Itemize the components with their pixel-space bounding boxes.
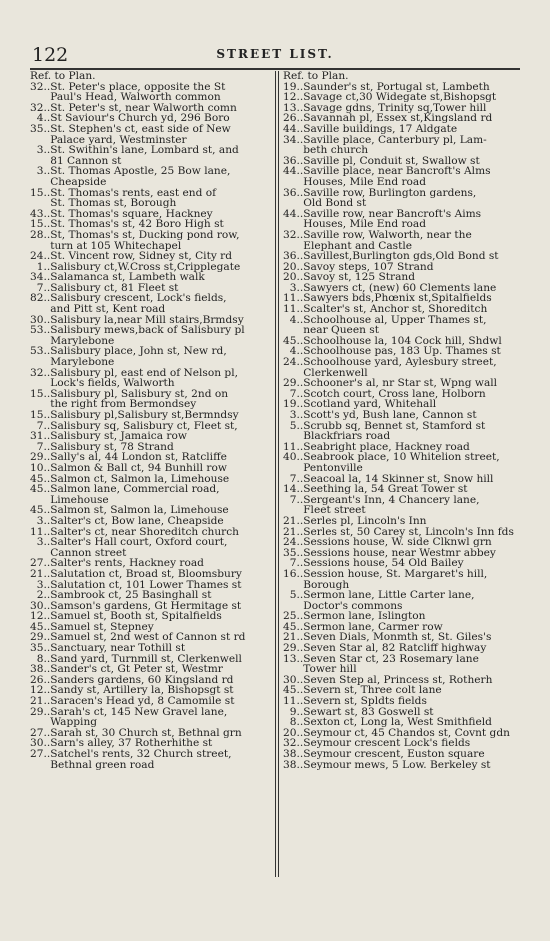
street-entry: 45..Severn st, Three colt lane bbox=[283, 685, 442, 697]
street-entry: 30..Seven Step al, Princess st, Rotherh bbox=[283, 674, 493, 686]
street-entry: Houses, Mile End road bbox=[283, 176, 427, 188]
street-entry: turn at 105 Whitechapel bbox=[30, 240, 182, 252]
street-entry: 45..Salmon st, Salmon la, Limehouse bbox=[30, 505, 229, 516]
street-entry: Elephant and Castle bbox=[283, 240, 413, 252]
street-entry: 11..Scalter's st, Anchor st, Shoreditch bbox=[283, 304, 488, 315]
street-entry: 29..Schooner's al, nr Star st, Wpng wall bbox=[283, 378, 498, 389]
street-entry: 34..Saville place, Canterbury pl, Lam- bbox=[283, 134, 487, 146]
street-entry: Wapping bbox=[30, 717, 98, 728]
street-entry: 34..Salamanca st, Lambeth walk bbox=[30, 272, 205, 283]
street-entry: Clerkenwell bbox=[283, 367, 368, 379]
street-entry: 12..Sandy st, Artillery la, Bishopsgt st bbox=[30, 685, 234, 697]
street-entry: Marylebone bbox=[30, 357, 115, 368]
street-entry: 20..Seymour ct, 45 Chandos st, Covnt gdn bbox=[283, 727, 510, 739]
street-entry: 1..Salisbury ct,W.Cross st,Cripplegate bbox=[30, 261, 241, 273]
street-entry: 44..Saville row, near Bancroft's Aims bbox=[283, 208, 482, 220]
street-entry: 3..Salter's ct, Bow lane, Cheapside bbox=[30, 515, 224, 527]
street-entry: Borough bbox=[283, 579, 350, 591]
street-entry: 10..Salmon & Ball ct, 94 Bunhill row bbox=[30, 462, 227, 474]
street-entry: Cheapside bbox=[30, 176, 107, 188]
street-entry: Palace yard, Westminster bbox=[30, 134, 187, 146]
street-entry: 36..Savillest,Burlington gds,Old Bond st bbox=[283, 251, 499, 262]
street-entry: 38..Seymour crescent, Euston square bbox=[283, 749, 485, 760]
street-entry: 5..Sermon lane, Little Carter lane, bbox=[283, 590, 475, 601]
street-entry: 15..St. Thomas's st, 42 Boro High st bbox=[30, 219, 224, 230]
street-entry: 44..Saville buildings, 17 Aldgate bbox=[283, 123, 458, 135]
street-entry: Houses, Mile End road bbox=[283, 219, 427, 230]
street-entry: 44..Saville place, near Bancroft's Alms bbox=[283, 166, 491, 177]
column-divider bbox=[275, 71, 276, 877]
column-divider bbox=[278, 71, 279, 877]
street-entry: Cannon street bbox=[30, 547, 127, 559]
street-entry: Marylebone bbox=[30, 335, 115, 347]
ref-plan-heading: Ref. to Plan. bbox=[30, 71, 96, 82]
right-column bbox=[283, 71, 520, 770]
street-entry: 12..Samuel st, Booth st, Spitalfields bbox=[30, 611, 222, 622]
street-entry: 12..Savage ct,30 Widegate st,Bishopsgt bbox=[283, 92, 497, 103]
street-entry: 11..Sawyers bds,Phœnix st,Spitalfields bbox=[283, 293, 492, 305]
street-entry: Lock's fields, Walworth bbox=[30, 378, 175, 389]
street-entry: 8..Sexton ct, Long la, West Smithfield bbox=[283, 717, 492, 728]
street-entry: 45..Salmon ct, Salmon la, Limehouse bbox=[30, 473, 230, 485]
street-entry: 7..Seacoal la, 14 Skinner st, Snow hill bbox=[283, 473, 494, 485]
street-entry: 13..Seven Star ct, 23 Rosemary lane bbox=[283, 653, 479, 665]
street-entry: 11..Seabright place, Hackney road bbox=[283, 441, 470, 453]
street-entry: 43..St. Thomas's square, Hackney bbox=[30, 208, 213, 220]
street-entry: 7..Sessions house, 54 Old Bailey bbox=[283, 558, 464, 569]
street-entry: 45..Salmon lane, Commercial road, bbox=[30, 484, 220, 495]
street-entry: 32..Seymour crescent Lock's fields bbox=[283, 738, 471, 749]
street-entry: 7..Salisbury ct, 81 Fleet st bbox=[30, 282, 179, 294]
street-entry: 11..Severn st, Spldts fields bbox=[283, 696, 427, 707]
street-entry: 36..Saville pl, Conduit st, Swallow st bbox=[283, 155, 480, 167]
street-entry: 11..Salter's ct, near Shoreditch church bbox=[30, 526, 239, 538]
street-entry: 3..St. Thomas Apostle, 25 Bow lane, bbox=[30, 166, 231, 177]
street-entry: 3..Salter's Hall court, Oxford court, bbox=[30, 537, 228, 548]
street-entry: Old Bond st bbox=[283, 198, 367, 209]
street-entry: 45..Schoolhouse la, 104 Cock hill, Shdwl bbox=[283, 335, 502, 347]
street-entry: near Queen st bbox=[283, 325, 379, 336]
street-entry: 15..Salisbury pl, Salisbury st, 2nd on bbox=[30, 388, 229, 400]
street-entry: 26..Sanders gardens, 60 Kingsland rd bbox=[30, 674, 234, 686]
street-entry: 21..Salutation ct, Broad st, Bloomsbury bbox=[30, 568, 242, 580]
street-entry: 5..Scrubb sq, Bennet st, Stamford st bbox=[283, 420, 486, 432]
header-rule bbox=[30, 68, 520, 70]
street-entry: 38..Seymour mews, 5 Low. Berkeley st bbox=[283, 759, 491, 771]
street-entry: 28..St, Thomas's st, Ducking pond row, bbox=[30, 229, 240, 241]
street-entry: 29..Sally's al, 44 London st, Ratcliffe bbox=[30, 452, 227, 463]
street-entry: 20..Savoy steps, 107 Strand bbox=[283, 261, 434, 273]
street-entry: Bethnal green road bbox=[30, 759, 155, 771]
street-entry: 29..Sarah's ct, 145 New Gravel lane, bbox=[30, 706, 228, 718]
street-entry: 32..Saville row, Walworth, near the bbox=[283, 229, 472, 241]
street-entry: 7..Salisbury st, 78 Strand bbox=[30, 441, 174, 453]
street-entry: Fleet street bbox=[283, 505, 366, 516]
street-entry: 15..St. Thomas's rents, east end of bbox=[30, 187, 217, 199]
street-entry: St. Thomas st, Borough bbox=[30, 198, 177, 209]
street-entry: 20..Savoy st, 125 Strand bbox=[283, 272, 416, 283]
street-entry: 15..Salisbury pl,Salisbury st,Bermndsy bbox=[30, 410, 239, 421]
street-entry: 81 Cannon st bbox=[30, 155, 122, 167]
street-entry: 82..Salisbury crescent, Lock's fields, bbox=[30, 293, 227, 305]
street-entry: 29..Samuel st, 2nd west of Cannon st rd bbox=[30, 632, 246, 644]
page-title: STREET LIST. bbox=[216, 47, 334, 61]
street-entry: 9..Sewart st, 83 Goswell st bbox=[283, 706, 434, 718]
street-entry: 30..Sarn's alley, 37 Rotherhithe st bbox=[30, 738, 213, 749]
street-entry: 31..Salisbury st, Jamaica row bbox=[30, 431, 187, 442]
street-entry: 24..Sessions house, W. side Clknwl grn bbox=[283, 537, 492, 548]
street-entry: the right from Bermondsey bbox=[30, 399, 197, 410]
street-entry: Paul's Head, Walworth common bbox=[30, 92, 221, 103]
street-entry: 3..Sawyers ct, (new) 60 Clements lane bbox=[283, 282, 497, 294]
street-entry: 30..Samson's gardens, Gt Hermitage st bbox=[30, 600, 242, 612]
street-entry: Tower hill bbox=[283, 664, 357, 675]
street-entry: 3..St. Swithin's lane, Lombard st, and bbox=[30, 145, 239, 156]
street-entry: 32..Salisbury pl, east end of Nelson pl, bbox=[30, 367, 238, 379]
street-entry: 29..Seven Star al, 82 Ratcliff highway bbox=[283, 643, 487, 654]
street-entry: 4..Schoolhouse al, Upper Thames st, bbox=[283, 314, 487, 326]
ref-plan-heading: Ref. to Plan. bbox=[283, 71, 349, 82]
street-entry: 32..St. Peter's place, opposite the St bbox=[30, 81, 226, 93]
street-entry: 7..Scotch court, Cross lane, Holborn bbox=[283, 388, 486, 400]
street-entry: 8..Sand yard, Turnmill st, Clerkenwell bbox=[30, 653, 242, 665]
street-entry: 19..Scotland yard, Whitehall bbox=[283, 399, 437, 410]
street-entry: 16..Session house, St. Margaret's hill, bbox=[283, 568, 488, 580]
street-entry: 45..Samuel st, Stepney bbox=[30, 621, 154, 633]
street-entry: 21..Saracen's Head yd, 8 Camomile st bbox=[30, 696, 235, 707]
street-entry: 3..Scott's yd, Bush lane, Cannon st bbox=[283, 410, 477, 421]
street-entry: 21..Serles st, 50 Carey st, Lincoln's Inn fds bbox=[283, 526, 514, 538]
street-entry: 4..St Saviour's Church yd, 296 Boro bbox=[30, 113, 230, 124]
street-entry: Doctor's commons bbox=[283, 600, 403, 612]
street-entry: 35..Sanctuary, near Tothill st bbox=[30, 643, 186, 654]
street-entry: and Pitt st, Kent road bbox=[30, 304, 166, 315]
street-entry: 3..Salutation ct, 101 Lower Thames st bbox=[30, 579, 242, 591]
street-entry: 21..Seven Dials, Monmth st, St. Giles's bbox=[283, 632, 492, 644]
street-entry: 4..Schoolhouse pas, 183 Up. Thames st bbox=[283, 346, 501, 358]
street-entry: 7..Sergeant's Inn, 4 Chancery lane, bbox=[283, 494, 480, 506]
street-entry: 38..Sander's ct, Gt Peter st, Westmr bbox=[30, 664, 223, 675]
street-entry: 27..Sarah st, 30 Church st, Bethnal grn bbox=[30, 727, 242, 739]
street-entry: 26..Savannah pl, Essex st,Kingsland rd bbox=[283, 113, 493, 124]
street-entry: 53..Salisbury place, John st, New rd, bbox=[30, 346, 227, 358]
street-entry: 35..St. Stephen's ct, east side of New bbox=[30, 123, 231, 135]
page-number: 122 bbox=[32, 44, 69, 66]
street-entry: 35..Sessions house, near Westmr abbey bbox=[283, 547, 496, 559]
street-entry: 24..Schoolhouse yard, Aylesbury street, bbox=[283, 357, 497, 368]
street-entry: Limehouse bbox=[30, 494, 109, 506]
street-entry: 24..St. Vincent row, Sidney st, City rd bbox=[30, 251, 233, 262]
left-column bbox=[30, 71, 270, 770]
street-entry: 45..Sermon lane, Carmer row bbox=[283, 621, 443, 633]
street-entry: 25..Sermon lane, Islington bbox=[283, 611, 426, 622]
street-entry: 7..Salisbury sq, Salisbury ct, Fleet st, bbox=[30, 420, 238, 432]
street-entry: 19..Saunder's st, Portugal st, Lambeth bbox=[283, 81, 490, 93]
street-entry: 21..Serles pl, Lincoln's Inn bbox=[283, 515, 427, 527]
street-entry: 30..Salisbury la,near Mill stairs,Brmdsy bbox=[30, 314, 244, 326]
street-entry: 14..Seething la, 54 Great Tower st bbox=[283, 484, 468, 495]
street-entry: 13..Savage gdns, Trinity sq,Tower hill bbox=[283, 102, 487, 114]
street-entry: 2..Sambrook ct, 25 Basinghall st bbox=[30, 590, 212, 601]
street-entry: Pentonville bbox=[283, 462, 363, 474]
street-entry: Blackfriars road bbox=[283, 431, 391, 442]
street-entry: 36..Saville row, Burlington gardens, bbox=[283, 187, 477, 199]
street-entry: 32..St. Peter's st, near Walworth comn bbox=[30, 102, 237, 114]
street-entry: 27..Salter's rents, Hackney road bbox=[30, 558, 204, 569]
street-entry: beth church bbox=[283, 145, 369, 156]
street-entry: 40..Seabrook place, 10 Whitelion street, bbox=[283, 452, 500, 463]
street-entry: 53..Salisbury mews,back of Salisbury pl bbox=[30, 325, 245, 336]
street-entry: 27..Satchel's rents, 32 Church street, bbox=[30, 749, 232, 760]
